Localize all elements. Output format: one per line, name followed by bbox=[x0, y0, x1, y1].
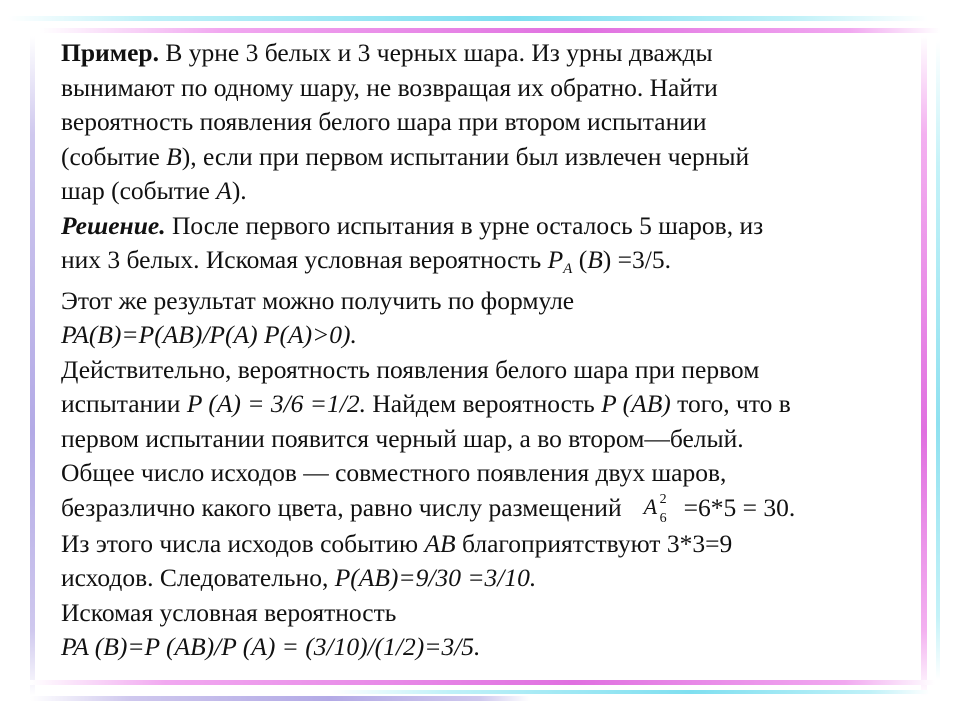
text: ). bbox=[231, 176, 247, 205]
formula-line bbox=[61, 318, 921, 353]
explanation-line-7 bbox=[61, 561, 921, 596]
text: Из этого числа исходов событию bbox=[61, 528, 425, 558]
text: После первого испытания в урне осталось 5 шаров, из bbox=[165, 210, 764, 240]
conclusion-line-1 bbox=[61, 596, 921, 631]
text: В урне 3 белых и 3 черных шара. Из урны дважды bbox=[158, 38, 713, 67]
formula-intro-line bbox=[61, 284, 921, 319]
arrangements-subscript: 6 bbox=[659, 510, 667, 526]
event-ab: AB bbox=[424, 528, 456, 558]
text: Искомая условная вероятность bbox=[61, 597, 397, 627]
frame-right-cyan-bar bbox=[936, 40, 940, 680]
formula: P (AB) bbox=[601, 389, 671, 418]
text: =6*5 = 30. bbox=[683, 492, 796, 522]
text: первом испытании появится черный шар, а во втором—белый. bbox=[61, 423, 744, 453]
event-b: B bbox=[587, 245, 603, 274]
example-line-3 bbox=[61, 105, 921, 140]
explanation-line-2 bbox=[61, 387, 921, 422]
explanation-line-3 bbox=[61, 422, 921, 457]
event-b: B bbox=[166, 141, 182, 171]
text: благоприятствуют 3*3=9 bbox=[455, 528, 733, 558]
text: безразлично какого цвета, равно числу размещений bbox=[61, 492, 622, 522]
text: вероятность появления белого шара при втором испытании bbox=[61, 107, 707, 136]
frame-bottom-pink-bar bbox=[30, 680, 935, 685]
text: ), если при первом испытании был извлечен черный bbox=[181, 141, 750, 171]
slide-text bbox=[61, 36, 921, 665]
frame-left-bar bbox=[30, 36, 35, 696]
solution-line-1 bbox=[61, 209, 921, 244]
arrangements-letter: A bbox=[643, 493, 658, 519]
text: испытании bbox=[61, 389, 187, 418]
formula: P (A) = 3/6 =1/2. bbox=[186, 389, 366, 418]
example-label: Пример. bbox=[61, 38, 159, 67]
conclusion-line-2 bbox=[61, 630, 921, 665]
arrangements-superscript: 2 bbox=[659, 491, 667, 507]
example-line-5 bbox=[61, 174, 921, 209]
frame-top-pink-bar bbox=[40, 28, 940, 33]
frame-top-cyan-bar bbox=[8, 16, 928, 21]
text: (событие bbox=[61, 141, 167, 171]
text: ( bbox=[572, 245, 588, 274]
text: вынимают по одному шару, не возвращая их обратно. Найти bbox=[61, 72, 718, 102]
solution-label: Решение. bbox=[61, 210, 166, 240]
frame-right-pink-bar bbox=[921, 36, 927, 696]
frame-bottom-violet-bar bbox=[30, 696, 530, 701]
prob-symbol: P bbox=[547, 245, 564, 274]
text: Найдем вероятность bbox=[365, 389, 602, 418]
solution-line-2 bbox=[61, 243, 921, 282]
text: Общее число исходов — совместного появления двух шаров, bbox=[61, 458, 727, 487]
formula: PA (B)=P (AB)/P (A) = (3/10)/(1/2)=3/5. bbox=[61, 632, 481, 662]
example-line-1 bbox=[61, 36, 921, 71]
explanation-line-1 bbox=[61, 353, 921, 388]
example-line-2 bbox=[61, 71, 921, 106]
explanation-line-5 bbox=[61, 491, 921, 527]
text: Действительно, вероятность появления белого шара при первом bbox=[61, 354, 760, 384]
text: Этот же результат можно получить по формуле bbox=[61, 285, 575, 315]
arrangements-symbol bbox=[644, 493, 682, 527]
text: того, что в bbox=[670, 389, 791, 418]
text: шар (событие bbox=[61, 176, 217, 205]
example-line-4 bbox=[61, 140, 921, 175]
event-a: A bbox=[216, 176, 232, 205]
text: них 3 белых. Искомая условная вероятность bbox=[61, 245, 548, 274]
frame-bottom-cyan-bar bbox=[330, 690, 930, 694]
prob-subscript: A bbox=[563, 261, 573, 277]
formula: P(AB)=9/30 =3/10. bbox=[334, 563, 537, 593]
text: исходов. Следовательно, bbox=[61, 563, 335, 593]
explanation-line-4 bbox=[61, 456, 921, 491]
text: ) =3/5. bbox=[602, 245, 672, 274]
explanation-line-6 bbox=[61, 527, 921, 562]
formula: PA(B)=P(AB)/P(A) P(A)>0). bbox=[61, 320, 357, 349]
